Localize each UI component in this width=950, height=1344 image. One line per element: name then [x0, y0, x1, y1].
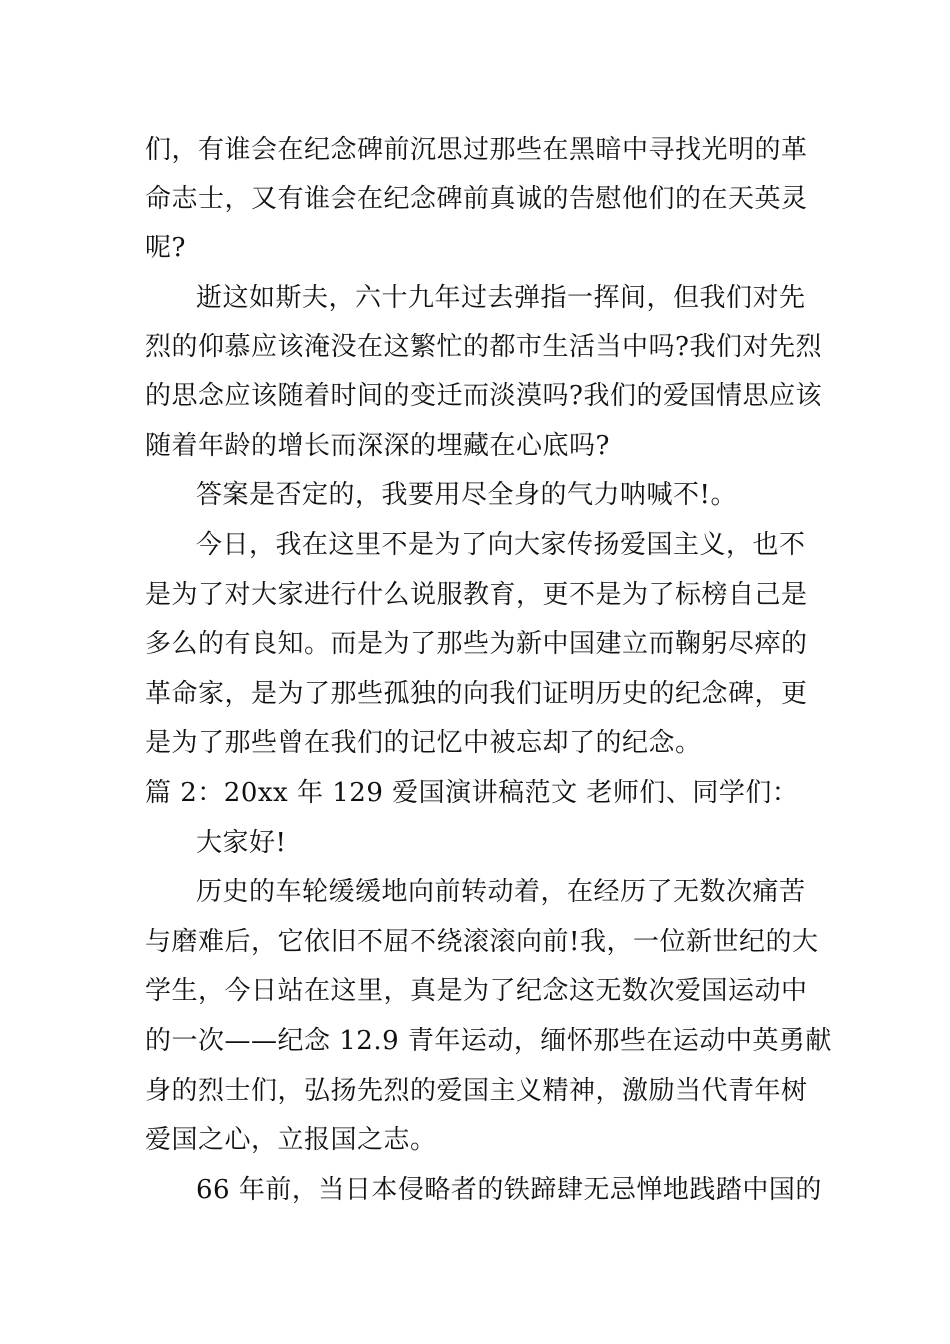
text-line: 历史的车轮缓缓地向前转动着，在经历了无数次痛苦: [196, 877, 806, 907]
text-line: 与磨难后，它依旧不屈不绕滚滚向前!我，一位新世纪的大: [145, 927, 819, 957]
text-line: 是为了那些曾在我们的记忆中被忘却了的纪念。: [145, 728, 702, 758]
text-line: 的思念应该随着时间的变迁而淡漠吗?我们的爱国情思应该: [145, 381, 822, 411]
text-line: 学生，今日站在这里，真是为了纪念这无数次爱国运动中: [145, 976, 808, 1006]
text-line: 革命家，是为了那些孤独的向我们证明历史的纪念碑，更: [145, 679, 808, 709]
text-line: 爱国之心，立报国之志。: [145, 1125, 437, 1155]
section-heading: 篇 2：20xx 年 129 爱国演讲稿范文 老师们、同学们：: [145, 778, 799, 808]
text-line: 们，有谁会在纪念碑前沉思过那些在黑暗中寻找光明的革: [145, 135, 808, 165]
text-line: 呢?: [145, 233, 186, 263]
text-line: 身的烈士们，弘扬先烈的爱国主义精神，激励当代青年树: [145, 1076, 808, 1106]
text-line: 答案是否定的，我要用尽全身的气力呐喊不!。: [196, 480, 737, 510]
text-line: 是为了对大家进行什么说服教育，更不是为了标榜自己是: [145, 580, 808, 610]
text-line: 今日，我在这里不是为了向大家传扬爱国主义，也不: [196, 530, 806, 560]
text-line: 66 年前，当日本侵略者的铁蹄肆无忌惮地践踏中国的: [196, 1175, 822, 1205]
text-line: 的一次——纪念 12.9 青年运动，缅怀那些在运动中英勇献: [145, 1026, 832, 1056]
text-line: 命志士，又有谁会在纪念碑前真诚的告慰他们的在天英灵: [145, 184, 808, 214]
text-line: 烈的仰慕应该淹没在这繁忙的都市生活当中吗?我们对先烈: [145, 332, 822, 362]
text-line: 逝这如斯夫，六十九年过去弹指一挥间，但我们对先: [196, 283, 806, 313]
text-line: 多么的有良知。而是为了那些为新中国建立而鞠躬尽瘁的: [145, 629, 808, 659]
text-line: 大家好!: [196, 828, 287, 858]
text-line: 随着年龄的增长而深深的埋藏在心底吗?: [145, 431, 610, 461]
